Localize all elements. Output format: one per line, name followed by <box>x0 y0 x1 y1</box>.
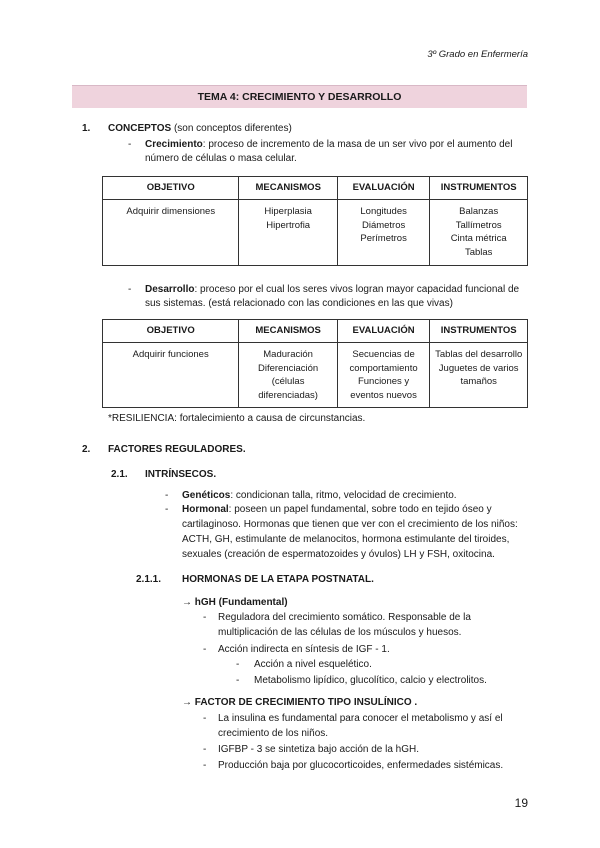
cell-line: Cinta métrica <box>450 233 507 244</box>
cell-line: Tallímetros <box>455 219 502 231</box>
hgh-heading <box>182 596 288 610</box>
geneticos-text: : condicionan talla, ritmo, velocidad de crecimiento. <box>230 490 457 501</box>
cell-line: Longitudes <box>360 206 407 217</box>
cell-line: Diámetros <box>361 219 406 231</box>
crecimiento-definition <box>145 138 527 152</box>
geneticos-term: Genéticos <box>182 490 231 501</box>
bullet-dash: - <box>203 760 207 771</box>
cell-line: Tablas del desarrollo <box>435 349 523 360</box>
cell-line: Diferenciación <box>257 362 319 374</box>
cell-mecanismos <box>239 200 337 266</box>
section-2-number: 2. <box>82 444 91 455</box>
crecimiento-term: Crecimiento <box>145 139 203 150</box>
page-title <box>72 85 527 108</box>
bullet-dash: - <box>165 490 169 501</box>
hormonal-line1: : poseen un papel fundamental, sobre todo en tejido óseo y <box>228 504 492 515</box>
cell-line: Maduración <box>263 349 313 360</box>
desarrollo-table <box>102 319 528 408</box>
hgh-title: hGH (Fundamental) <box>194 597 288 608</box>
section-2-heading: FACTORES REGULADORES. <box>108 444 246 455</box>
section-1-heading <box>108 122 292 136</box>
section-1-title: CONCEPTOS <box>108 123 172 134</box>
cell-line: eventos nuevos <box>350 389 417 401</box>
resiliencia-note: *RESILIENCIA: fortalecimiento a causa de circunstancias. <box>108 413 366 424</box>
bullet-dash: - <box>236 675 240 686</box>
bullet-dash: - <box>236 659 240 670</box>
page-number: 19 <box>514 796 528 810</box>
bullet-dash: - <box>128 139 132 150</box>
bullet-dash: - <box>165 504 169 515</box>
cell-line: Tablas <box>464 246 493 258</box>
section-2-1-1-number: 2.1.1. <box>136 574 162 585</box>
cell-text: Adquirir funciones <box>132 349 209 360</box>
cell-evaluacion <box>337 200 429 266</box>
section-2-1-number: 2.1. <box>111 469 128 480</box>
hgh-sub2: Metabolismo lipídico, glucolítico, calcio y electrolitos. <box>254 675 487 686</box>
igf-heading <box>182 696 417 710</box>
header-subtitle: 3º Grado en Enfermería <box>427 49 528 60</box>
hormonal-term: Hormonal <box>182 504 229 515</box>
col-mecanismos: MECANISMOS <box>239 177 337 200</box>
col-instrumentos: INSTRUMENTOS <box>430 177 528 200</box>
cell-line: Funciones y <box>357 376 410 387</box>
col-evaluacion: EVALUACIÓN <box>337 177 429 200</box>
col-mecanismos: MECANISMOS <box>239 320 337 343</box>
arrow-right-icon: → <box>182 697 192 708</box>
section-1-number: 1. <box>82 123 91 134</box>
hgh-sub1: Acción a nivel esquelético. <box>254 659 372 670</box>
bullet-dash: - <box>128 284 132 295</box>
cell-line: Perímetros <box>360 233 407 244</box>
bullet-dash: - <box>203 744 207 755</box>
arrow-right-icon: → <box>182 597 192 608</box>
cell-objetivo <box>103 343 239 408</box>
igf-item1-line2: crecimiento de los niños. <box>218 728 329 739</box>
col-objetivo: OBJETIVO <box>103 177 239 200</box>
desarrollo-term: Desarrollo <box>145 284 195 295</box>
desarrollo-line2: sus sistemas. (está relacionado con las condiciones en las que vivas) <box>145 298 453 309</box>
cell-line: diferenciadas) <box>258 389 318 401</box>
crecimiento-table <box>102 176 528 266</box>
cell-evaluacion <box>337 343 430 408</box>
hormonal-line3: ACTH, GH, estimulante de melanocitos, hormona estimulante del tiroides, <box>182 534 510 545</box>
cell-line: Hiperplasia <box>264 206 312 217</box>
page-title-text: TEMA 4: CRECIMIENTO Y DESARROLLO <box>197 91 402 103</box>
hormonal-item <box>182 503 527 517</box>
bullet-dash: - <box>203 713 207 724</box>
section-2-1-heading: INTRÍNSECOS. <box>145 469 217 480</box>
col-instrumentos: INSTRUMENTOS <box>430 320 528 343</box>
col-objetivo: OBJETIVO <box>103 320 239 343</box>
igf-item3: Producción baja por glucocorticoides, enfermedades sistémicas. <box>218 760 504 771</box>
cell-line: Balanzas <box>459 206 499 217</box>
bullet-dash: - <box>203 612 207 623</box>
desarrollo-definition <box>145 283 527 297</box>
crecimiento-line1: : proceso de incremento de la masa de un ser vivo por el aumento del <box>202 139 513 150</box>
crecimiento-line2: número de células o masa celular. <box>145 153 297 164</box>
cell-line: comportamiento <box>349 362 418 374</box>
cell-objetivo <box>103 200 239 266</box>
section-1-note: (son conceptos diferentes) <box>173 123 292 134</box>
hgh-item1-line1: Reguladora del crecimiento somático. Responsable de la <box>218 612 471 623</box>
cell-line: (células <box>271 376 305 387</box>
cell-line: Secuencias de <box>352 349 415 360</box>
bullet-dash: - <box>203 644 207 655</box>
cell-mecanismos <box>239 343 337 408</box>
desarrollo-line1: : proceso por el cual los seres vivos logran mayor capacidad funcional de <box>194 284 520 295</box>
cell-line: Juguetes de varios <box>438 362 519 374</box>
hgh-item2: Acción indirecta en síntesis de IGF - 1. <box>218 644 390 655</box>
cell-instrumentos <box>430 343 528 408</box>
section-2-1-1-heading: HORMONAS DE LA ETAPA POSTNATAL. <box>182 574 374 585</box>
col-evaluacion: EVALUACIÓN <box>337 320 430 343</box>
hormonal-line2: cartilaginoso. Hormonas que tienen que ver con el crecimiento de los niños: <box>182 519 518 530</box>
igf-title: FACTOR DE CRECIMIENTO TIPO INSULÍNICO . <box>194 697 418 708</box>
geneticos-item <box>182 489 457 503</box>
cell-text: Adquirir dimensiones <box>126 206 216 217</box>
cell-line: tamaños <box>460 376 497 387</box>
cell-instrumentos <box>430 200 528 266</box>
hormonal-line4: sexuales (creación de espermatozoides y óvulos) LH y FSH, oxitocina. <box>182 549 495 560</box>
igf-item1-line1: La insulina es fundamental para conocer el metabolismo y así el <box>218 713 503 724</box>
hgh-item1-line2: multiplicación de las células de los músculos y huesos. <box>218 627 462 638</box>
igf-item2: IGFBP - 3 se sintetiza bajo acción de la hGH. <box>218 744 420 755</box>
cell-line: Hipertrofia <box>266 219 311 231</box>
